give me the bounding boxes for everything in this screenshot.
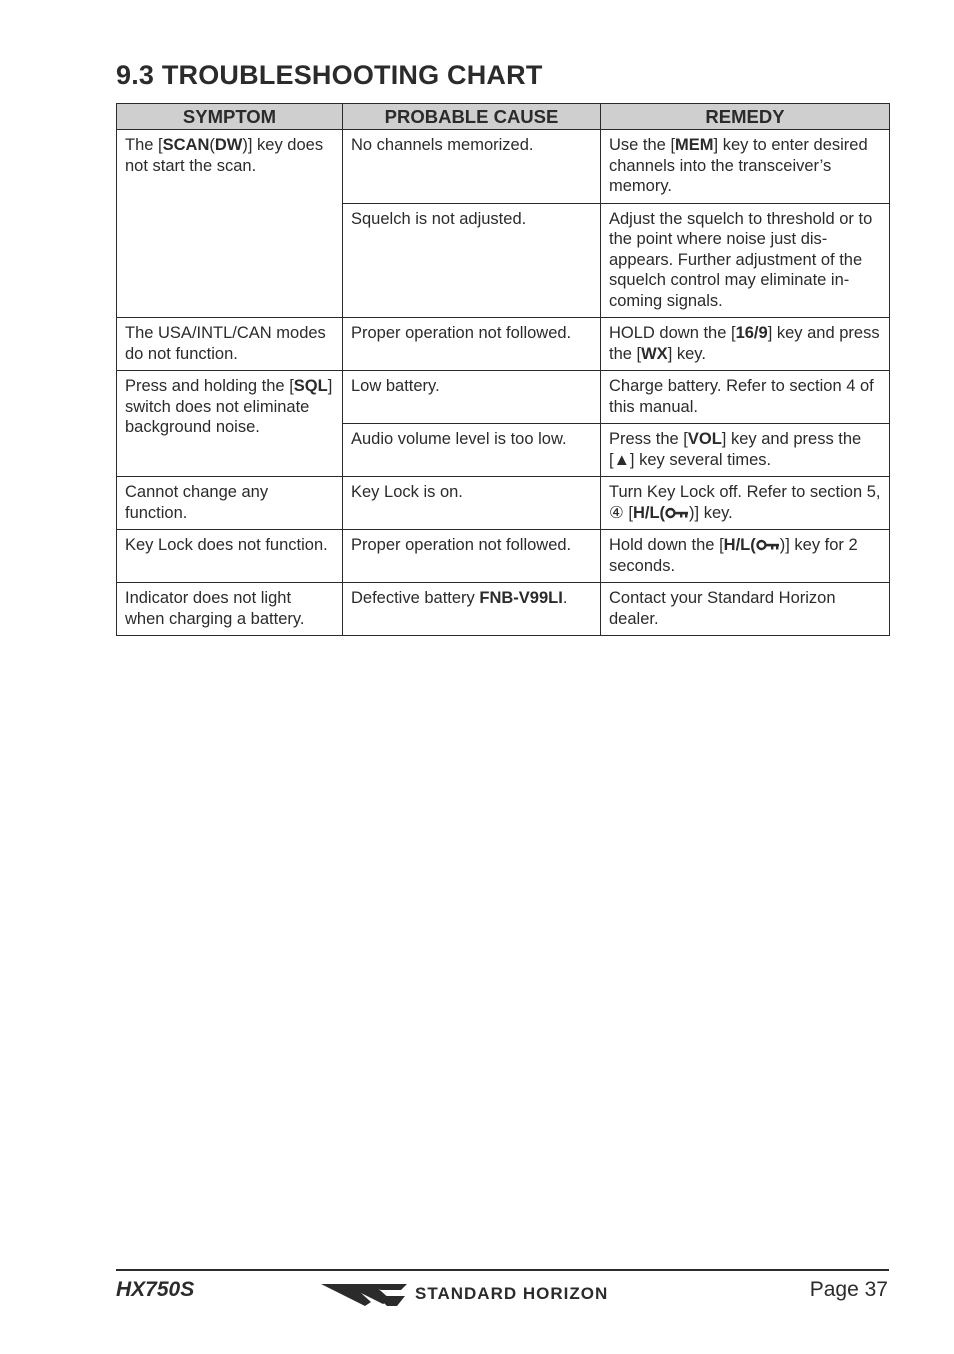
cause-cell bbox=[343, 318, 601, 371]
text-segment: )] key does not start the scan. bbox=[125, 136, 324, 175]
table-row bbox=[117, 583, 890, 636]
text-segment: No channels memorized. bbox=[351, 136, 534, 154]
text-segment: ) bbox=[689, 503, 695, 522]
key-icon bbox=[665, 507, 689, 519]
text-segment: ] key to enter desired channels into the transceiver’s memory. bbox=[609, 136, 868, 195]
text-segment: Press and holding the [ bbox=[125, 377, 294, 395]
text-segment: Audio volume level is too low. bbox=[351, 430, 567, 448]
symptom-cell bbox=[117, 530, 343, 583]
text-segment: Proper operation not followed. bbox=[351, 536, 572, 554]
key-label: FNB-V99LI bbox=[479, 589, 563, 607]
remedy-cell bbox=[601, 477, 890, 530]
table-header-row bbox=[117, 104, 890, 130]
brand-name: STANDARD HORIZON bbox=[415, 1284, 609, 1303]
symptom-cell bbox=[117, 130, 343, 318]
text-segment: The USA/INTL/CAN modes do not function. bbox=[125, 324, 326, 363]
remedy-cell bbox=[601, 424, 890, 477]
text-segment: ( bbox=[209, 136, 215, 154]
text-segment: Use the [ bbox=[609, 136, 676, 154]
text-segment: Indicator does not light when charging a battery. bbox=[125, 589, 305, 628]
page-number: Page 37 bbox=[809, 1278, 888, 1301]
cause-cell bbox=[343, 130, 601, 204]
table-row bbox=[117, 371, 890, 424]
key-label: 16/9 bbox=[735, 324, 768, 342]
text-segment: Key Lock does not function. bbox=[125, 536, 328, 554]
text-segment: Turn Key Lock off. Refer to section 5, ④ [ bbox=[609, 483, 881, 522]
footer-rule bbox=[116, 1269, 889, 1271]
key-label: MEM bbox=[675, 136, 714, 154]
text-segment: Low battery. bbox=[351, 377, 440, 395]
text-segment: Press the [ bbox=[609, 430, 688, 448]
text-segment: Adjust the squelch to threshold or to the point where noise just dis-appears. Further adjustment of the squelch control may eliminate in-coming signals. bbox=[609, 209, 873, 310]
text-segment: Charge battery. Refer to section 4 of this manual. bbox=[609, 377, 874, 416]
cause-cell bbox=[343, 424, 601, 477]
column-header-symptom: SYMPTOM bbox=[117, 104, 343, 130]
text-segment: ) bbox=[779, 536, 786, 554]
table-row bbox=[117, 477, 890, 530]
key-icon bbox=[756, 539, 780, 551]
cause-cell bbox=[343, 203, 601, 318]
remedy-cell bbox=[601, 203, 890, 318]
text-segment: Defective battery bbox=[351, 589, 480, 607]
troubleshooting-table bbox=[116, 103, 890, 636]
symptom-cell bbox=[117, 477, 343, 530]
page-title: 9.3 TROUBLESHOOTING CHART bbox=[116, 60, 543, 90]
symptom-cell bbox=[117, 318, 343, 371]
model-name: HX750S bbox=[116, 1278, 195, 1301]
key-label: H/L( bbox=[632, 503, 666, 522]
text-segment: Hold down the [ bbox=[609, 536, 724, 554]
cause-cell bbox=[343, 530, 601, 583]
text-segment: . bbox=[562, 589, 568, 607]
remedy-cell bbox=[601, 318, 890, 371]
text-segment: The [ bbox=[125, 136, 163, 154]
key-label: VOL bbox=[687, 430, 722, 448]
remedy-cell bbox=[601, 371, 890, 424]
remedy-cell bbox=[601, 530, 890, 583]
text-segment: ] key. bbox=[694, 503, 733, 522]
key-label: WX bbox=[641, 344, 668, 363]
cause-cell bbox=[343, 477, 601, 530]
remedy-cell bbox=[601, 130, 890, 204]
table-row bbox=[117, 130, 890, 204]
key-label: H/L( bbox=[723, 536, 756, 554]
text-segment: HOLD down the [ bbox=[609, 324, 736, 342]
cause-cell bbox=[343, 583, 601, 636]
text-segment: ] key and press the [ bbox=[609, 324, 880, 363]
text-segment: Contact your Standard Horizon dealer. bbox=[609, 589, 836, 628]
text-segment: ] switch does not eliminate background noise. bbox=[125, 377, 333, 436]
symptom-cell bbox=[117, 371, 343, 477]
table-row bbox=[117, 530, 890, 583]
brand-wave-logo-icon bbox=[321, 1280, 407, 1308]
key-label: SQL bbox=[293, 377, 328, 395]
cause-cell bbox=[343, 371, 601, 424]
text-segment: Key Lock is on. bbox=[351, 483, 463, 501]
text-segment: Cannot change any function. bbox=[125, 483, 269, 522]
key-label: SCAN bbox=[162, 136, 210, 154]
text-segment: ] key. bbox=[667, 344, 706, 363]
text-segment: Squelch is not adjusted. bbox=[351, 209, 527, 228]
text-segment: Proper operation not followed. bbox=[351, 324, 572, 342]
brand-logo bbox=[321, 1280, 608, 1308]
column-header-remedy: REMEDY bbox=[601, 104, 890, 130]
symptom-cell bbox=[117, 583, 343, 636]
key-label: DW bbox=[214, 136, 243, 154]
text-segment: ] key for 2 seconds. bbox=[609, 536, 858, 575]
text-segment: ] key and press the [▲] key several times. bbox=[609, 430, 862, 469]
column-header-probable-cause: PROBABLE CAUSE bbox=[343, 104, 601, 130]
remedy-cell bbox=[601, 583, 890, 636]
table-row bbox=[117, 318, 890, 371]
